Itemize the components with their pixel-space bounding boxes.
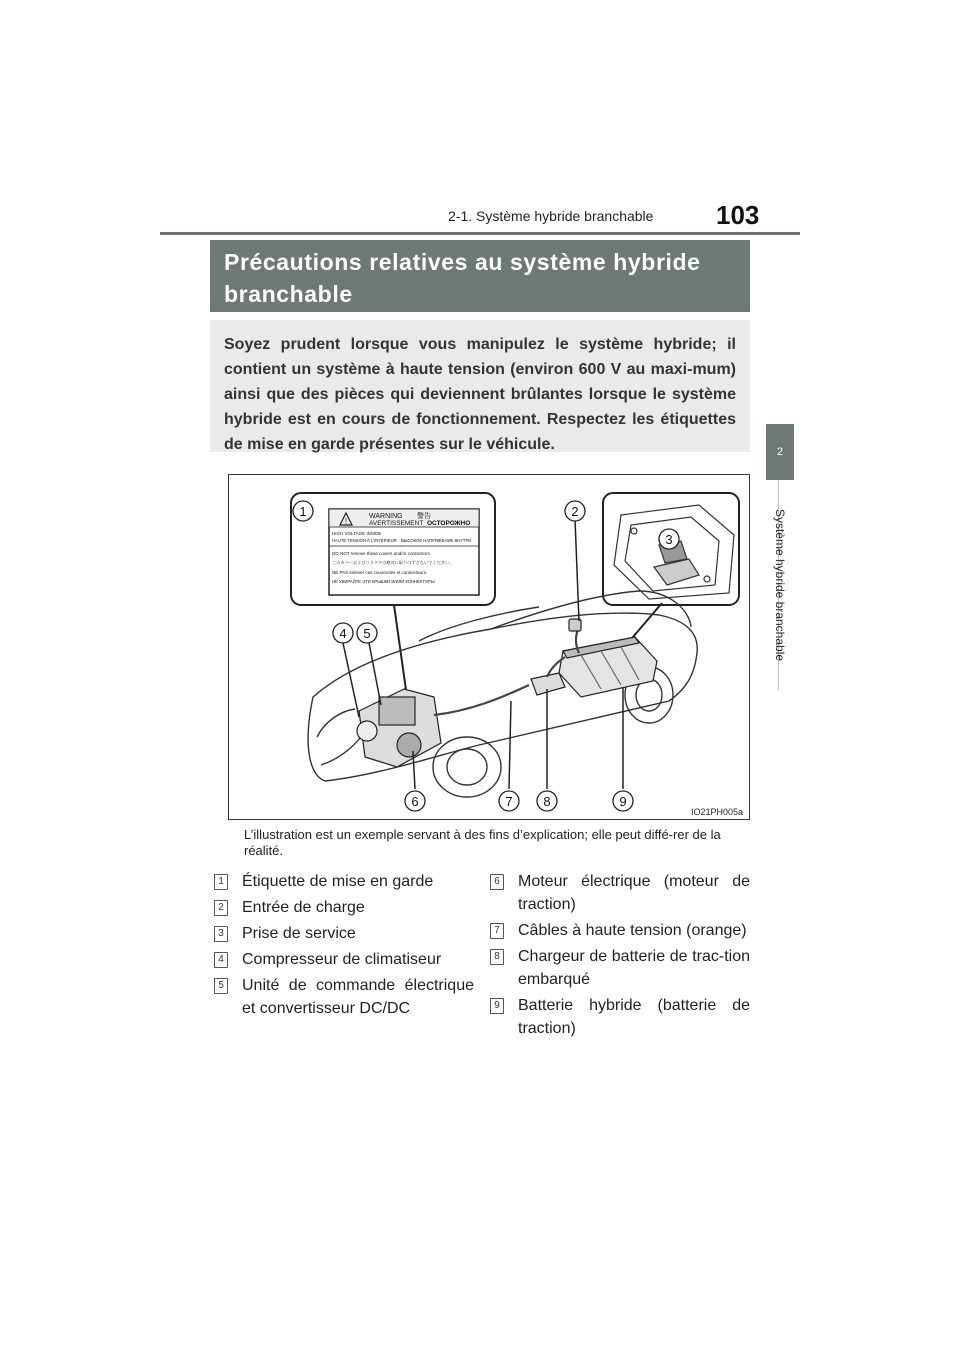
legend-text: Étiquette de mise en garde [242,873,434,890]
page-title [210,240,750,312]
legend-number: 5 [214,978,228,994]
callout-3-label: 3 [665,532,673,547]
page-title-line2: branchable [224,281,353,307]
label-ru-hv: ВЫСОКОЕ НАПРЯЖЕНИЕ ВНУТРИ [401,538,472,543]
chapter-label [760,490,800,680]
leader-2 [575,519,579,621]
legend-item [490,945,750,991]
illustration-caption: L’illustration est un exemple servant à des fins d’explication; elle peut diffé-rer de la réalité. [244,827,721,858]
label-hv: HIGH VOLTAGE INSIDE [332,531,382,536]
legend-number: 2 [214,900,228,916]
hv-cables [434,627,579,715]
car-diagram [229,475,751,821]
label-warning: WARNING [369,513,403,520]
callout-1-label: 1 [299,504,307,519]
legend-item [490,919,750,942]
legend-text: Moteur électrique (moteur de traction) [518,873,750,913]
legend-text: Entrée de charge [242,899,365,916]
label-ru2: НЕ УБИРАЙТЕ ЭТИ КРЫШКИ И/ИЛИ КОННЕКТОРЫ. [332,579,436,584]
legend-number: 3 [214,926,228,942]
label-warning-cn: 警告 [417,512,431,520]
legend-item [214,896,474,919]
hybrid-system-illustration [228,474,750,820]
car-body [308,591,697,797]
svg-text:!: ! [344,517,348,526]
header-rule [160,232,800,235]
label-fr: NE PAS enlever ces couvercles et connecteurs. [332,570,428,575]
callout-2-label: 2 [571,504,579,519]
legend-number: 6 [490,874,504,890]
intro-box [210,320,750,452]
legend-item [214,948,474,971]
page-number: 103 [716,200,760,230]
legend-text: Câbles à haute tension (orange) [518,922,747,939]
legend-item [490,870,750,916]
motor-block [357,689,441,767]
legend-left-column [214,870,474,1023]
chapter-label-text: Système hybride branchable [773,508,787,662]
legend-number: 8 [490,949,504,965]
warning-label-sticker [329,509,479,595]
legend-number: 7 [490,923,504,939]
legend-number: 1 [214,874,228,890]
callout-8-label: 8 [543,794,551,809]
leader-5 [369,643,381,705]
callout-6-label: 6 [411,794,419,809]
callout-5-label: 5 [363,626,371,641]
legend-item [490,994,750,1040]
legend-right-column [490,870,750,1043]
label-ht: HAUTE TENSION À L'INTÉRIEUR [332,538,397,543]
section-breadcrumb: 2-1. Système hybride branchable [448,208,654,224]
callout-9-label: 9 [619,794,627,809]
legend-number: 9 [490,998,504,1014]
legend-text: Compresseur de climatiseur [242,951,442,968]
battery-pack [559,637,657,697]
legend-number: 4 [214,952,228,968]
legend-text: Prise de service [242,925,356,942]
label-avertissement: AVERTISSEMENT [369,520,424,527]
legend-text: Batterie hybride (batterie de traction) [518,997,750,1037]
legend-text: Unité de commande électrique et convertisseur DC/DC [242,977,474,1017]
label-jp: このカバーおよびコネクタは絶対に取りはずさないでください。 [332,560,454,565]
intro-text: Soyez prudent lorsque vous manipulez le système hybride; il contient un système à haute tension (environ 600 V au maxi-mum) ainsi que des pièces qui deviennent brûlantes lorsque le système hybride est en cours de fonctionnement. Respectez les étiquettes de mise en garde présentes sur le véhicule. [224,336,736,453]
label-warning-ru: ОСТОРОЖНО [427,520,471,527]
legend-item [214,870,474,893]
label-en: DO NOT remove these covers and/or connectors. [332,551,431,556]
callout-7-label: 7 [505,794,513,809]
chapter-number: 2 [776,446,784,458]
legend-text: Chargeur de batterie de trac-tion embarqué [518,948,750,988]
leader-7 [509,701,511,789]
legend-item [214,974,474,1020]
legend-item [214,922,474,945]
leader-4 [343,643,359,717]
page-title-line1: Précautions relatives au système hybride [224,249,701,275]
chapter-tab [766,424,794,480]
illustration-code: IO21PH005a [690,807,743,817]
callout-4-label: 4 [339,626,347,641]
